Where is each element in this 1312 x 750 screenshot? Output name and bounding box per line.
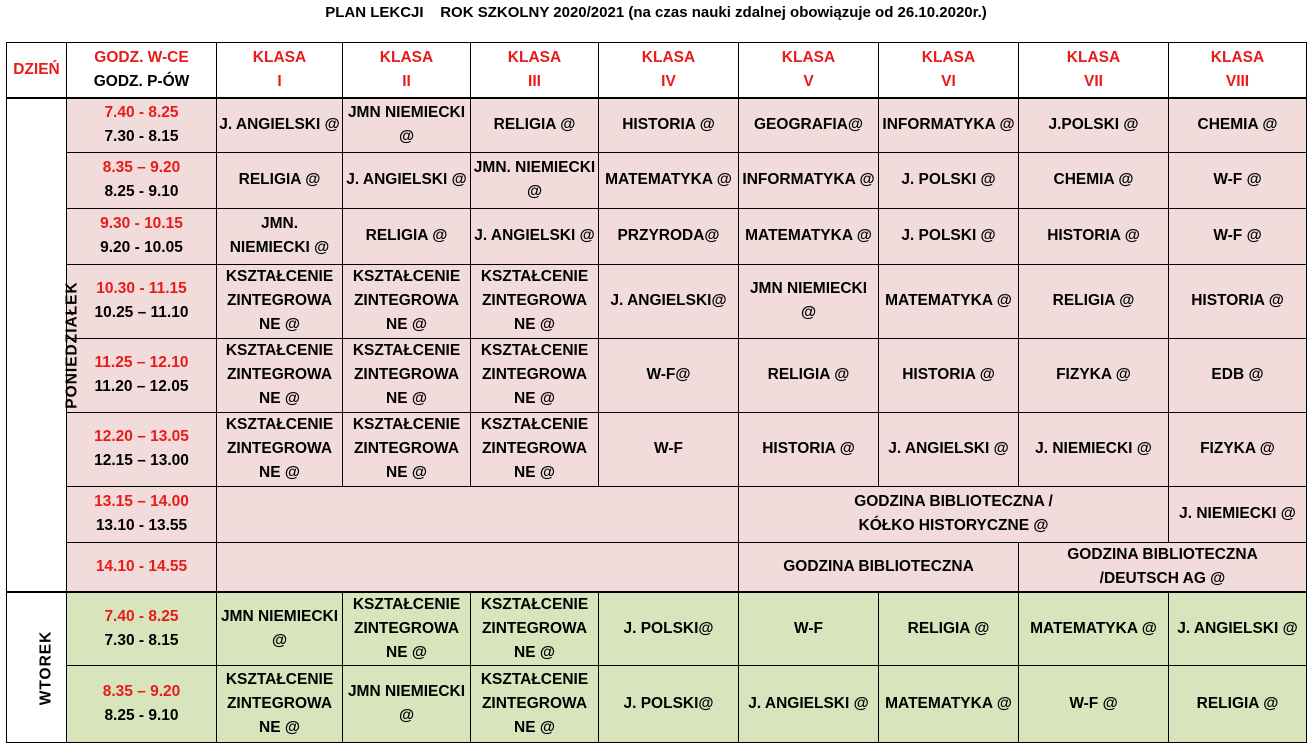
lesson-hours bbox=[67, 152, 217, 208]
lesson-cell: KSZTAŁCENIE ZINTEGROWA NE @ bbox=[471, 412, 599, 486]
table-row bbox=[7, 264, 1307, 338]
klasa-label: KLASA bbox=[781, 49, 836, 66]
header-klasa-5 bbox=[739, 43, 879, 99]
lesson-cell: J.POLSKI @ bbox=[1019, 98, 1169, 152]
header-klasa-4 bbox=[599, 43, 739, 99]
klasa-number: V bbox=[803, 73, 814, 90]
hours-teachers: 8.35 – 9.20 bbox=[102, 159, 181, 176]
klasa-label: KLASA bbox=[379, 49, 434, 66]
lesson-cell: HISTORIA @ bbox=[1019, 208, 1169, 264]
klasa-number: IV bbox=[661, 73, 676, 90]
lesson-cell: KSZTAŁCENIE ZINTEGROWA NE @ bbox=[343, 412, 471, 486]
lesson-cell: J. ANGIELSKI @ bbox=[217, 98, 343, 152]
lesson-cell: J. ANGIELSKI @ bbox=[1169, 592, 1307, 666]
lesson-cell: KSZTAŁCENIE ZINTEGROWA NE @ bbox=[471, 592, 599, 666]
header-klasa-6 bbox=[879, 43, 1019, 99]
lesson-cell: RELIGIA @ bbox=[1019, 264, 1169, 338]
lesson-cell: KSZTAŁCENIE ZINTEGROWA NE @ bbox=[217, 412, 343, 486]
lesson-cell: RELIGIA @ bbox=[879, 592, 1019, 666]
header-klasa-1 bbox=[217, 43, 343, 99]
header-hours-black: GODZ. P-ÓW bbox=[93, 73, 190, 90]
hours-students: 12.15 – 13.00 bbox=[94, 452, 189, 469]
lesson-cell: JMN NIEMIECKI @ bbox=[739, 264, 879, 338]
table-row bbox=[7, 338, 1307, 412]
merged-line: KÓŁKO HISTORYCZNE @ bbox=[858, 517, 1049, 534]
lesson-cell: HISTORIA @ bbox=[599, 98, 739, 152]
lesson-cell: INFORMATYKA @ bbox=[879, 98, 1019, 152]
lesson-cell: KSZTAŁCENIE ZINTEGROWA NE @ bbox=[217, 666, 343, 743]
hours-teachers: 12.20 – 13.05 bbox=[94, 428, 189, 445]
klasa-number: II bbox=[402, 73, 411, 90]
page-title: PLAN LEKCJI ROK SZKOLNY 2020/2021 (na czas nauki zdalnej obowiązuje od 26.10.2020r.) bbox=[325, 4, 987, 21]
lesson-cell: RELIGIA @ bbox=[1169, 666, 1307, 743]
table-row bbox=[7, 412, 1307, 486]
lesson-hours bbox=[67, 486, 217, 542]
merged-line: GODZINA BIBLIOTECZNA / bbox=[854, 493, 1053, 510]
lesson-cell: RELIGIA @ bbox=[471, 98, 599, 152]
table-row bbox=[7, 666, 1307, 743]
klasa-number: VIII bbox=[1225, 73, 1250, 90]
hours-teachers: 7.40 - 8.25 bbox=[104, 104, 179, 122]
lesson-cell: MATEMATYKA @ bbox=[1019, 592, 1169, 666]
lesson-hours bbox=[67, 264, 217, 338]
klasa-number: VII bbox=[1084, 73, 1103, 90]
lesson-cell: KSZTAŁCENIE ZINTEGROWA NE @ bbox=[343, 264, 471, 338]
hours-students: 7.30 - 8.15 bbox=[104, 632, 179, 649]
empty-cell bbox=[217, 542, 739, 592]
lesson-cell: W-F@ bbox=[599, 338, 739, 412]
klasa-label: KLASA bbox=[252, 49, 307, 66]
merged-line: GODZINA BIBLIOTECZNA bbox=[1067, 545, 1258, 563]
lesson-cell: W-F @ bbox=[1169, 208, 1307, 264]
header-hours bbox=[67, 43, 217, 99]
lesson-cell: J. ANGIELSKI @ bbox=[879, 412, 1019, 486]
lesson-cell: GEOGRAFIA@ bbox=[739, 98, 879, 152]
lesson-cell: KSZTAŁCENIE ZINTEGROWA NE @ bbox=[217, 264, 343, 338]
klasa-label: KLASA bbox=[507, 49, 562, 66]
hours-students: 9.20 - 10.05 bbox=[100, 239, 183, 256]
lesson-cell: KSZTAŁCENIE ZINTEGROWA NE @ bbox=[343, 592, 471, 666]
lesson-cell: JMN. NIEMIECKI @ bbox=[217, 208, 343, 264]
lesson-cell: PRZYRODA@ bbox=[599, 208, 739, 264]
lesson-cell: RELIGIA @ bbox=[217, 152, 343, 208]
merged-line: /DEUTSCH AG @ bbox=[1099, 569, 1226, 587]
hours-students: 7.30 - 8.15 bbox=[104, 128, 179, 146]
header-row bbox=[7, 43, 1307, 99]
day-label: WTOREK bbox=[37, 630, 55, 705]
lesson-hours bbox=[67, 412, 217, 486]
hours-teachers: 9.30 - 10.15 bbox=[100, 215, 183, 232]
lesson-cell: CHEMIA @ bbox=[1019, 152, 1169, 208]
hours-teachers: 10.30 - 11.15 bbox=[96, 280, 187, 297]
hours-teachers: 7.40 - 8.25 bbox=[104, 608, 179, 625]
table-row bbox=[7, 592, 1307, 666]
hours-teachers: 14.10 - 14.55 bbox=[95, 557, 188, 575]
lesson-cell: KSZTAŁCENIE ZINTEGROWA NE @ bbox=[471, 264, 599, 338]
lesson-cell: JMN. NIEMIECKI @ bbox=[471, 152, 599, 208]
table-row bbox=[7, 98, 1307, 152]
hours-teachers: 8.35 – 9.20 bbox=[102, 683, 181, 700]
lesson-hours bbox=[67, 98, 217, 152]
lesson-hours bbox=[67, 208, 217, 264]
header-day: DZIEŃ bbox=[7, 43, 67, 99]
klasa-label: KLASA bbox=[921, 49, 976, 66]
merged-lesson-cell bbox=[739, 486, 1169, 542]
lesson-cell: W-F bbox=[599, 412, 739, 486]
lesson-cell: W-F @ bbox=[1169, 152, 1307, 208]
lesson-cell: RELIGIA @ bbox=[343, 208, 471, 264]
day-monday bbox=[7, 98, 81, 592]
header-klasa-3 bbox=[471, 43, 599, 99]
hours-teachers: 13.15 – 14.00 bbox=[94, 493, 189, 510]
lesson-cell: FIZYKA @ bbox=[1019, 338, 1169, 412]
lesson-cell: J. POLSKI @ bbox=[879, 208, 1019, 264]
klasa-number: I bbox=[277, 73, 282, 90]
lesson-cell: KSZTAŁCENIE ZINTEGROWA NE @ bbox=[217, 338, 343, 412]
lesson-cell: RELIGIA @ bbox=[739, 338, 879, 412]
lesson-cell: J. POLSKI@ bbox=[599, 592, 739, 666]
lesson-cell: W-F bbox=[739, 592, 879, 666]
merged-lesson-cell bbox=[1019, 542, 1307, 592]
lesson-cell: HISTORIA @ bbox=[1169, 264, 1307, 338]
hours-students: 11.20 – 12.05 bbox=[94, 378, 189, 395]
hours-students: 13.10 - 13.55 bbox=[95, 517, 188, 534]
merged-lesson-cell: GODZINA BIBLIOTECZNA bbox=[739, 542, 1019, 592]
hours-students: 8.25 - 9.10 bbox=[104, 183, 179, 200]
schedule-table bbox=[6, 42, 1307, 743]
header-klasa-8 bbox=[1169, 43, 1307, 99]
lesson-cell: J. ANGIELSKI @ bbox=[471, 208, 599, 264]
lesson-cell: HISTORIA @ bbox=[739, 412, 879, 486]
lesson-cell: JMN NIEMIECKI @ bbox=[217, 592, 343, 666]
hours-students: 10.25 – 11.10 bbox=[94, 304, 189, 321]
lesson-cell: J. POLSKI@ bbox=[599, 666, 739, 743]
lesson-hours bbox=[67, 542, 217, 592]
table-row bbox=[7, 208, 1307, 264]
table-row bbox=[7, 486, 1307, 542]
lesson-cell: EDB @ bbox=[1169, 338, 1307, 412]
lesson-cell: J. ANGIELSKI@ bbox=[599, 264, 739, 338]
lesson-cell: J. POLSKI @ bbox=[879, 152, 1019, 208]
empty-cell bbox=[217, 486, 739, 542]
klasa-number: III bbox=[528, 73, 541, 90]
lesson-cell: J. ANGIELSKI @ bbox=[739, 666, 879, 743]
lesson-cell: HISTORIA @ bbox=[879, 338, 1019, 412]
lesson-cell: KSZTAŁCENIE ZINTEGROWA NE @ bbox=[471, 338, 599, 412]
lesson-hours bbox=[67, 666, 217, 743]
lesson-cell: J. ANGIELSKI @ bbox=[343, 152, 471, 208]
lesson-cell: KSZTAŁCENIE ZINTEGROWA NE @ bbox=[471, 666, 599, 743]
lesson-hours bbox=[67, 338, 217, 412]
table-row bbox=[7, 152, 1307, 208]
lesson-cell: W-F @ bbox=[1019, 666, 1169, 743]
klasa-label: KLASA bbox=[641, 49, 696, 66]
lesson-cell: J. NIEMIECKI @ bbox=[1169, 486, 1307, 542]
lesson-cell: J. NIEMIECKI @ bbox=[1019, 412, 1169, 486]
klasa-number: VI bbox=[941, 73, 956, 90]
lesson-cell: JMN NIEMIECKI @ bbox=[343, 666, 471, 743]
header-klasa-2 bbox=[343, 43, 471, 99]
lesson-cell: MATEMATYKA @ bbox=[599, 152, 739, 208]
day-label: PONIEDZIAŁEK bbox=[63, 281, 81, 409]
day-tuesday bbox=[7, 592, 67, 743]
lesson-cell: MATEMATYKA @ bbox=[879, 264, 1019, 338]
lesson-cell: MATEMATYKA @ bbox=[879, 666, 1019, 743]
hours-teachers: 11.25 – 12.10 bbox=[94, 354, 189, 371]
lesson-cell: CHEMIA @ bbox=[1169, 98, 1307, 152]
header-klasa-7 bbox=[1019, 43, 1169, 99]
lesson-cell: FIZYKA @ bbox=[1169, 412, 1307, 486]
hours-students: 8.25 - 9.10 bbox=[104, 707, 179, 724]
lesson-cell: JMN NIEMIECKI @ bbox=[343, 98, 471, 152]
table-row bbox=[7, 542, 1307, 592]
lesson-cell: INFORMATYKA @ bbox=[739, 152, 879, 208]
lesson-cell: MATEMATYKA @ bbox=[739, 208, 879, 264]
klasa-label: KLASA bbox=[1210, 49, 1265, 66]
lesson-cell: KSZTAŁCENIE ZINTEGROWA NE @ bbox=[343, 338, 471, 412]
klasa-label: KLASA bbox=[1066, 49, 1121, 66]
lesson-hours bbox=[67, 592, 217, 666]
header-hours-red: GODZ. W-CE bbox=[94, 49, 189, 66]
